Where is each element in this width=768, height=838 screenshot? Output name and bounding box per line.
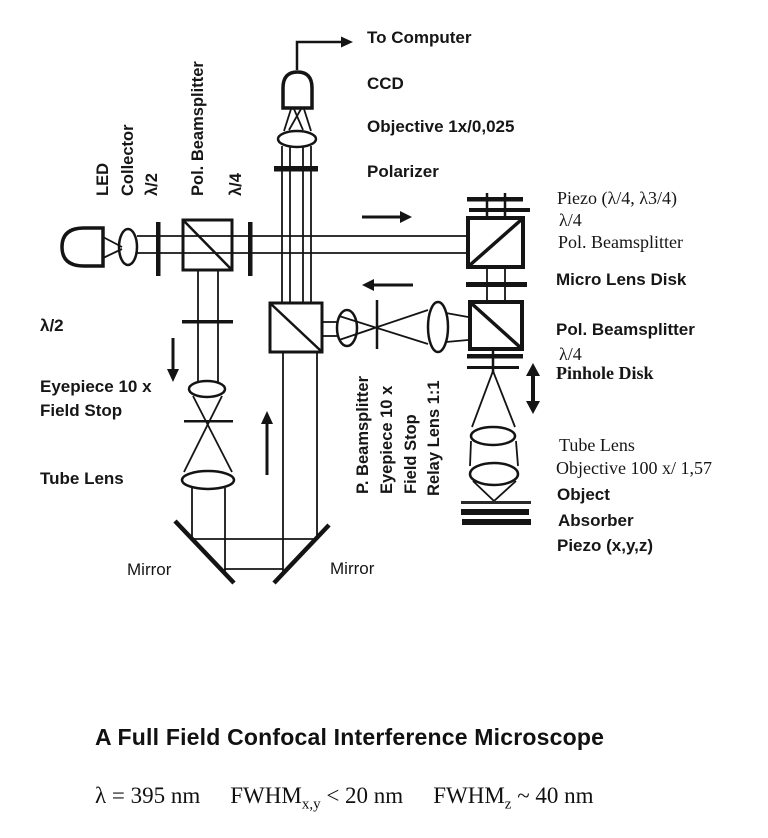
eyepiece-lens-center-icon (337, 310, 357, 346)
beam-direction-right-arrow-icon (362, 211, 412, 223)
reference-beamsplitter-cube-icon (468, 218, 523, 267)
quarter-wave-top-label: λ/4 (559, 210, 582, 230)
figure-parameters (95, 783, 594, 814)
beam-direction-up-arrow-icon (261, 411, 273, 475)
relay-lens-rotated-label: Relay Lens 1:1 (425, 380, 443, 496)
object-label: Object (557, 485, 610, 504)
half-wave-plate-icon (156, 222, 161, 276)
pinhole-scan-double-arrow-icon (526, 363, 540, 414)
pinhole-disk-label: Pinhole Disk (556, 363, 654, 383)
beam-direction-down-arrow-icon (167, 338, 179, 382)
half-wave-crossbar-icon (182, 320, 233, 324)
half-wave-left-label: λ/2 (40, 316, 64, 335)
quarter-wave-plate-bar-icon (467, 354, 523, 359)
eyepiece-left-label: Eyepiece 10 x (40, 377, 152, 396)
pol-beamsplitter-bottom-label: Pol. Beamsplitter (556, 320, 695, 339)
mirror-left-label: Mirror (127, 560, 172, 579)
polarizer-label: Polarizer (367, 162, 439, 181)
tube-lens-right-icon (471, 427, 515, 445)
objective-lens-right-icon (470, 463, 518, 485)
pinhole-beamsplitter-cube-icon (470, 302, 522, 349)
objective-100x-label: Objective 100 x/ 1,57 (556, 458, 712, 478)
p-beamsplitter-rotated-label: P. Beamsplitter (354, 376, 372, 494)
eyepiece-rotated-label: Eyepiece 10 x (378, 385, 396, 494)
illumination-beam-lines (137, 236, 466, 253)
pinhole-disk-icon (467, 348, 519, 374)
fwhm-z-value: $FWHM_z$ ~ 40 nm (433, 783, 594, 813)
delay-line-beam-lines (193, 352, 317, 571)
quarter-wave-plate-icon (248, 222, 253, 276)
piezo-xyz-label: Piezo (x,y,z) (557, 536, 654, 555)
pol-beamsplitter-rotated-label: Pol. Beamsplitter (189, 61, 207, 196)
absorber-icon (461, 509, 531, 525)
pol-beamsplitter-top-label: Pol. Beamsplitter (558, 232, 683, 252)
piezo-mount-icon (467, 193, 530, 218)
mirror-right-label: Mirror (330, 559, 375, 578)
field-stop-rotated-label: Field Stop (402, 414, 420, 494)
wavelength-value: λ = 395 nm (95, 783, 201, 808)
ccd-sensor-icon (283, 72, 312, 131)
quarter-wave-bottom-label: λ/4 (559, 344, 582, 364)
fwhm-xy-value: $FWHM_{x,y} < 20$ nm (230, 783, 404, 813)
half-wave-rotated-label: λ/2 (143, 173, 161, 196)
tube-lens-right-label: Tube Lens (559, 435, 635, 455)
object-plane-icon (461, 501, 531, 504)
field-stop-line-left-icon (184, 420, 233, 423)
figure-title: A Full Field Confocal Interference Microscope (95, 724, 605, 750)
ccd-objective-lens-icon (278, 131, 316, 147)
micro-lens-disk-label: Micro Lens Disk (556, 270, 687, 289)
ccd-label: CCD (367, 74, 404, 93)
polarizer-plate-icon (274, 166, 318, 172)
left-beamsplitter-cube-icon (183, 220, 232, 270)
tube-lens-left-icon (182, 471, 234, 489)
relay-lens-icon (428, 302, 448, 352)
to-computer-arrow-icon (297, 37, 353, 71)
tube-lens-left-label: Tube Lens (40, 469, 124, 488)
ccd-objective-label: Objective 1x/0,025 (367, 117, 515, 136)
micro-lens-disk-icon (466, 282, 527, 287)
led-icon (62, 228, 122, 266)
beam-direction-left-arrow-icon (362, 279, 413, 291)
quarter-wave-rotated-label: λ/4 (227, 173, 245, 196)
absorber-label: Absorber (558, 511, 634, 530)
collector-rotated-label: Collector (119, 124, 137, 196)
center-beamsplitter-cube-icon (270, 303, 322, 352)
led-rotated-label: LED (94, 163, 112, 196)
field-stop-left-label: Field Stop (40, 401, 123, 420)
piezo-waveplates-label: Piezo (λ/4, λ3/4) (557, 188, 677, 208)
to-computer-label: To Computer (367, 28, 472, 47)
eyepiece-lens-left-icon (189, 381, 225, 397)
